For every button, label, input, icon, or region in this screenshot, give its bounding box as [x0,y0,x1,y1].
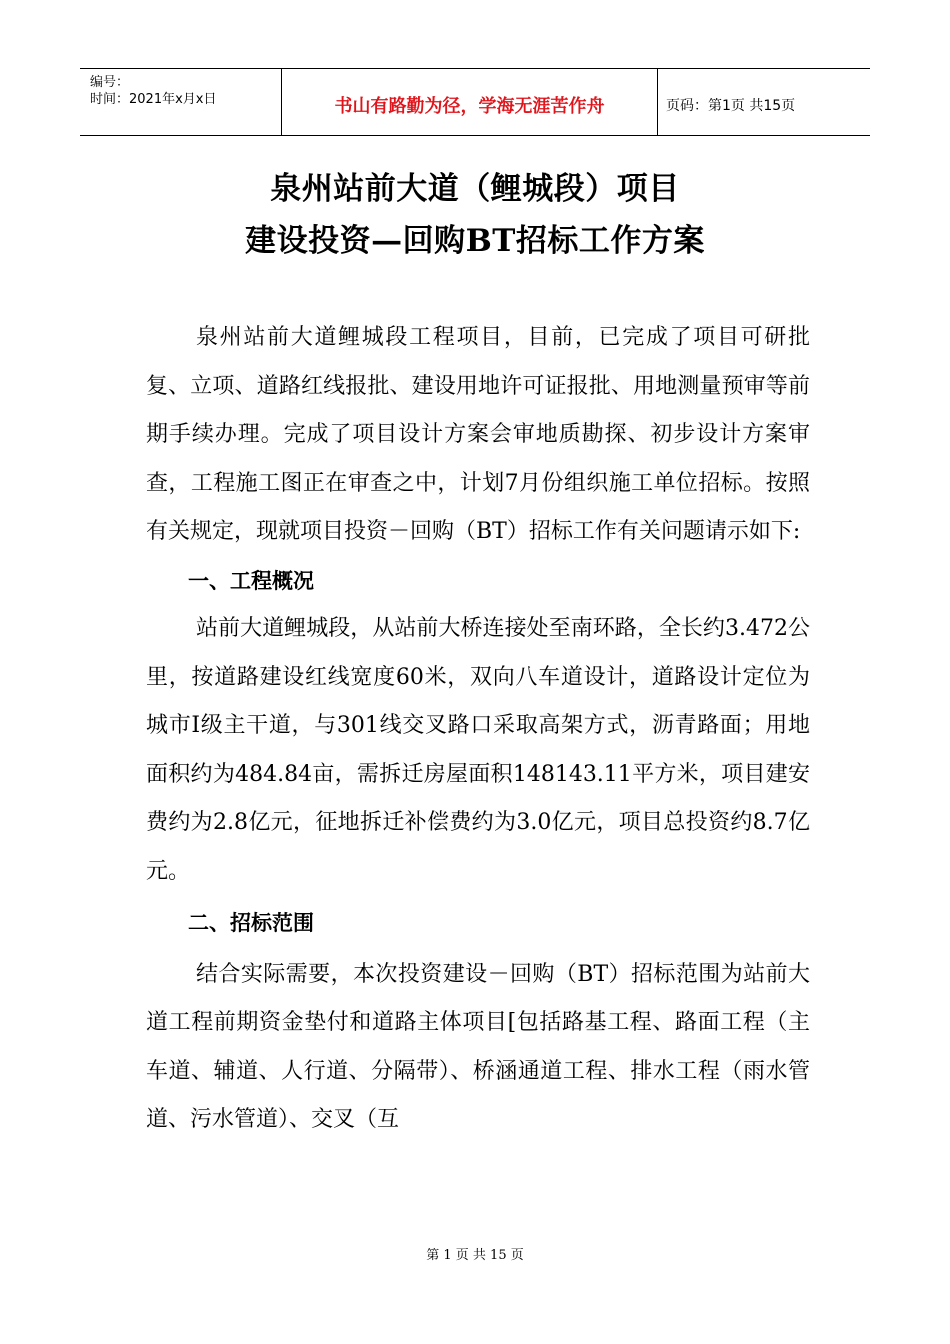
section1-paragraph: 站前大道鲤城段，从站前大桥连接处至南环路，全长约3.472公里，按道路建设红线宽度60米，双向八车道设计，道路设计定位为城市Ⅰ级主干道，与301线交叉路口采取高架方式，沥青路面；用地面积约为484.84亩，需拆迁房屋面积148143.11平方米，项目建安费约为2.8亿元，征地拆迁补偿费约为3.0亿元，项目总投资约8.7亿元。 [146,616,810,884]
number-label: 编号： [90,75,130,90]
header-motto-cell [282,69,658,135]
motto-text: 书山有路勤为径，学海无涯苦作舟 [334,96,605,117]
document-title-line1: 泉州站前大道（鲤城段）项目 [270,171,680,207]
document-title-line2: 建设投资—回购BT招标工作方案 [245,223,705,259]
document-body [146,314,810,1145]
time-label: 时间：2021年x月x日 [90,92,217,107]
document-header [80,68,870,136]
section2-heading: 二、招标范围 [188,911,314,935]
page-footer: 第 1 页 共 15 页 [426,1248,524,1263]
page-info: 页码：第1页 共15页 [666,98,796,114]
header-meta-cell [80,69,282,135]
intro-paragraph: 泉州站前大道鲤城段工程项目，目前，已完成了项目可研批复、立项、道路红线报批、建设用地许可证报批、用地测量预审等前期手续办理。完成了项目设计方案会审地质勘探、初步设计方案审查，工程施工图正在审查之中，计划7月份组织施工单位招标。按照有关规定，现就项目投资－回购（BT）招标工作有关问题请示如下: [146,325,810,544]
header-page-cell [658,69,870,135]
section2-paragraph: 结合实际需要，本次投资建设－回购（BT）招标范围为站前大道工程前期资金垫付和道路主体项目[包括路基工程、路面工程（主车道、辅道、人行道、分隔带）、桥涵通道工程、排水工程（雨水管道、污水管道）、交叉（互 [146,961,810,1132]
section1-heading: 一、工程概况 [188,568,314,593]
